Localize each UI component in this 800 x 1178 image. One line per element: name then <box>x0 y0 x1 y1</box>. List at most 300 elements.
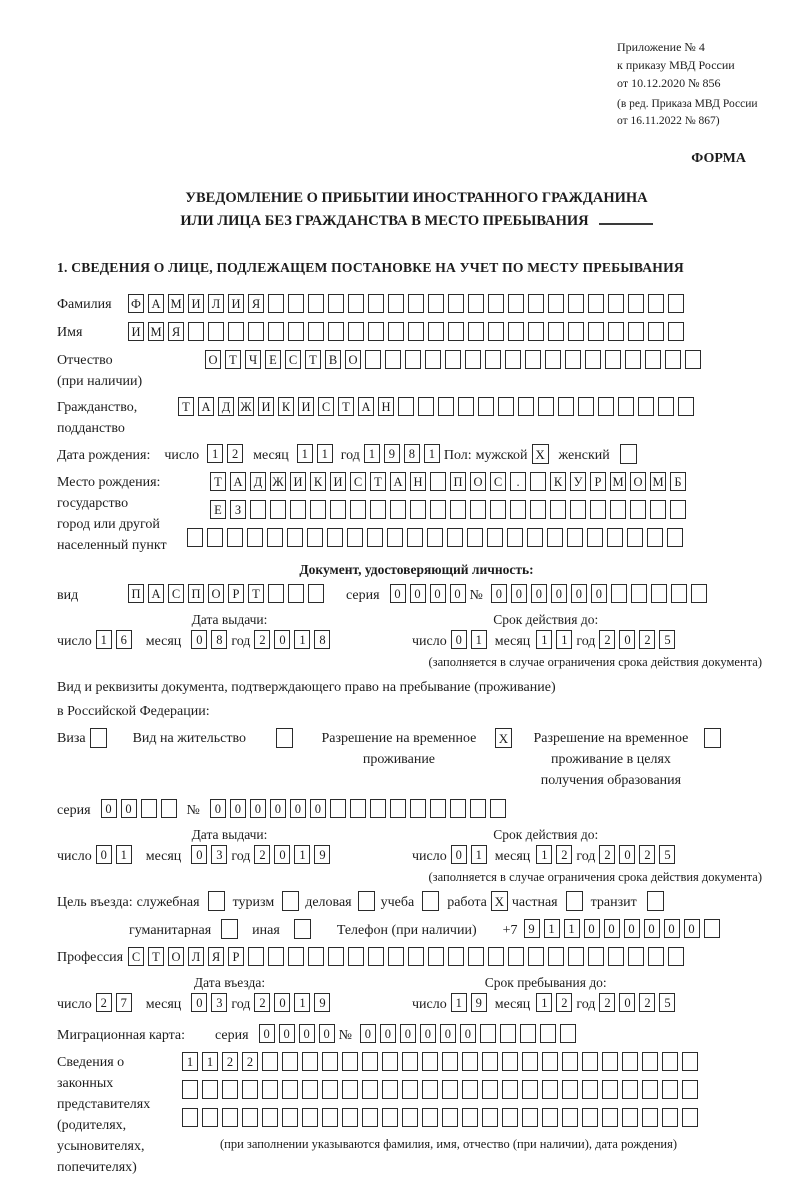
char-cell[interactable]: В <box>325 350 341 369</box>
char-cell[interactable] <box>538 397 554 416</box>
char-cell[interactable] <box>450 500 466 519</box>
char-cell[interactable] <box>182 1108 198 1127</box>
char-cell[interactable] <box>328 294 344 313</box>
char-cell[interactable]: 1 <box>364 444 380 463</box>
char-cell[interactable] <box>642 1108 658 1127</box>
char-cell[interactable] <box>622 1052 638 1071</box>
char-cell[interactable]: 0 <box>191 845 207 864</box>
char-cell[interactable] <box>282 1108 298 1127</box>
char-cell[interactable] <box>347 528 363 547</box>
char-cell[interactable]: С <box>318 397 334 416</box>
char-cell[interactable]: 0 <box>584 919 600 938</box>
residence-expiry-month[interactable] <box>536 845 576 868</box>
char-cell[interactable]: 1 <box>471 630 487 649</box>
char-cell[interactable]: 0 <box>491 584 507 603</box>
char-cell[interactable] <box>288 322 304 341</box>
char-cell[interactable] <box>348 322 364 341</box>
char-cell[interactable]: Д <box>250 472 266 491</box>
char-cell[interactable]: И <box>188 294 204 313</box>
char-cell[interactable] <box>665 350 681 369</box>
char-cell[interactable]: 0 <box>380 1024 396 1043</box>
char-cell[interactable] <box>518 397 534 416</box>
char-cell[interactable] <box>342 1108 358 1127</box>
char-cell[interactable] <box>482 1108 498 1127</box>
char-cell[interactable] <box>342 1052 358 1071</box>
char-cell[interactable]: З <box>230 500 246 519</box>
doc-type-cells[interactable] <box>128 584 328 607</box>
char-cell[interactable]: 0 <box>96 845 112 864</box>
char-cell[interactable] <box>368 947 384 966</box>
char-cell[interactable] <box>348 294 364 313</box>
sex-male-checkbox[interactable]: X <box>532 444 549 464</box>
char-cell[interactable] <box>368 322 384 341</box>
char-cell[interactable] <box>704 919 720 938</box>
char-cell[interactable] <box>405 350 421 369</box>
char-cell[interactable] <box>462 1052 478 1071</box>
char-cell[interactable] <box>328 322 344 341</box>
char-cell[interactable] <box>480 1024 496 1043</box>
char-cell[interactable] <box>202 1080 218 1099</box>
residence-nomer-cells[interactable] <box>210 799 510 822</box>
char-cell[interactable]: 0 <box>451 845 467 864</box>
char-cell[interactable] <box>402 1108 418 1127</box>
char-cell[interactable]: 1 <box>294 630 310 649</box>
char-cell[interactable]: 0 <box>101 799 117 818</box>
char-cell[interactable]: Р <box>590 472 606 491</box>
char-cell[interactable] <box>187 528 203 547</box>
temp-residence-edu-checkbox[interactable] <box>704 728 721 748</box>
char-cell[interactable]: М <box>148 322 164 341</box>
char-cell[interactable]: 1 <box>182 1052 198 1071</box>
char-cell[interactable] <box>508 947 524 966</box>
char-cell[interactable] <box>268 294 284 313</box>
char-cell[interactable] <box>308 322 324 341</box>
char-cell[interactable]: 0 <box>274 993 290 1012</box>
char-cell[interactable]: 1 <box>297 444 313 463</box>
char-cell[interactable] <box>642 1052 658 1071</box>
char-cell[interactable]: Т <box>248 584 264 603</box>
char-cell[interactable]: 0 <box>230 799 246 818</box>
char-cell[interactable] <box>422 1052 438 1071</box>
char-cell[interactable]: 7 <box>116 993 132 1012</box>
identity-issue-day[interactable] <box>96 630 136 653</box>
char-cell[interactable] <box>262 1080 278 1099</box>
char-cell[interactable] <box>242 1080 258 1099</box>
char-cell[interactable] <box>662 1080 678 1099</box>
char-cell[interactable] <box>588 322 604 341</box>
char-cell[interactable]: Т <box>305 350 321 369</box>
char-cell[interactable] <box>502 1080 518 1099</box>
char-cell[interactable] <box>227 528 243 547</box>
char-cell[interactable] <box>248 322 264 341</box>
char-cell[interactable] <box>428 322 444 341</box>
char-cell[interactable]: Я <box>208 947 224 966</box>
char-cell[interactable] <box>482 1052 498 1071</box>
char-cell[interactable]: 0 <box>460 1024 476 1043</box>
char-cell[interactable] <box>425 350 441 369</box>
char-cell[interactable] <box>625 350 641 369</box>
char-cell[interactable] <box>565 350 581 369</box>
char-cell[interactable] <box>188 322 204 341</box>
char-cell[interactable] <box>545 350 561 369</box>
char-cell[interactable] <box>442 1108 458 1127</box>
char-cell[interactable] <box>568 322 584 341</box>
char-cell[interactable] <box>645 350 661 369</box>
char-cell[interactable]: 0 <box>531 584 547 603</box>
char-cell[interactable] <box>607 528 623 547</box>
char-cell[interactable]: 2 <box>599 845 615 864</box>
char-cell[interactable] <box>330 500 346 519</box>
char-cell[interactable] <box>488 294 504 313</box>
residence-expiry-day[interactable] <box>451 845 491 868</box>
char-cell[interactable] <box>648 294 664 313</box>
migration-nomer-cells[interactable] <box>360 1024 580 1047</box>
char-cell[interactable]: Т <box>148 947 164 966</box>
char-cell[interactable]: 0 <box>279 1024 295 1043</box>
char-cell[interactable] <box>350 799 366 818</box>
char-cell[interactable] <box>522 1080 538 1099</box>
char-cell[interactable] <box>267 528 283 547</box>
char-cell[interactable]: Р <box>228 947 244 966</box>
char-cell[interactable] <box>590 500 606 519</box>
char-cell[interactable] <box>470 500 486 519</box>
char-cell[interactable]: 0 <box>451 630 467 649</box>
char-cell[interactable]: 8 <box>314 630 330 649</box>
char-cell[interactable] <box>430 500 446 519</box>
char-cell[interactable] <box>682 1080 698 1099</box>
char-cell[interactable] <box>548 322 564 341</box>
purpose-turizm-checkbox[interactable] <box>282 891 299 911</box>
char-cell[interactable]: Т <box>210 472 226 491</box>
char-cell[interactable] <box>582 1052 598 1071</box>
char-cell[interactable] <box>182 1080 198 1099</box>
char-cell[interactable] <box>488 322 504 341</box>
char-cell[interactable]: 0 <box>360 1024 376 1043</box>
identity-expiry-year[interactable] <box>599 630 679 653</box>
birth-day-cells[interactable] <box>207 444 247 467</box>
char-cell[interactable]: 0 <box>624 919 640 938</box>
representatives-row-3[interactable] <box>182 1108 702 1131</box>
char-cell[interactable]: 0 <box>511 584 527 603</box>
char-cell[interactable] <box>161 799 177 818</box>
char-cell[interactable] <box>427 528 443 547</box>
char-cell[interactable]: 1 <box>451 993 467 1012</box>
char-cell[interactable] <box>568 294 584 313</box>
char-cell[interactable]: 2 <box>639 630 655 649</box>
entry-day[interactable] <box>96 993 136 1016</box>
char-cell[interactable] <box>662 1108 678 1127</box>
char-cell[interactable] <box>268 947 284 966</box>
char-cell[interactable] <box>410 799 426 818</box>
char-cell[interactable]: Б <box>670 472 686 491</box>
char-cell[interactable] <box>691 584 707 603</box>
char-cell[interactable]: 1 <box>96 630 112 649</box>
citizenship-cells[interactable] <box>178 397 698 420</box>
char-cell[interactable] <box>408 322 424 341</box>
char-cell[interactable] <box>650 500 666 519</box>
char-cell[interactable] <box>488 947 504 966</box>
char-cell[interactable] <box>348 947 364 966</box>
char-cell[interactable] <box>487 528 503 547</box>
char-cell[interactable]: 9 <box>471 993 487 1012</box>
char-cell[interactable] <box>445 350 461 369</box>
char-cell[interactable] <box>362 1052 378 1071</box>
char-cell[interactable] <box>508 294 524 313</box>
char-cell[interactable]: 2 <box>222 1052 238 1071</box>
char-cell[interactable]: 0 <box>274 845 290 864</box>
doc-nomer-cells[interactable] <box>491 584 711 607</box>
char-cell[interactable]: 8 <box>404 444 420 463</box>
char-cell[interactable] <box>470 799 486 818</box>
char-cell[interactable]: С <box>168 584 184 603</box>
representatives-row-2[interactable] <box>182 1080 702 1103</box>
char-cell[interactable]: О <box>208 584 224 603</box>
char-cell[interactable] <box>540 1024 556 1043</box>
char-cell[interactable]: О <box>630 472 646 491</box>
char-cell[interactable] <box>368 294 384 313</box>
char-cell[interactable] <box>322 1080 338 1099</box>
char-cell[interactable]: 1 <box>536 845 552 864</box>
char-cell[interactable] <box>468 322 484 341</box>
char-cell[interactable] <box>585 350 601 369</box>
char-cell[interactable] <box>510 500 526 519</box>
char-cell[interactable]: 0 <box>420 1024 436 1043</box>
char-cell[interactable] <box>527 528 543 547</box>
char-cell[interactable]: И <box>290 472 306 491</box>
char-cell[interactable]: 0 <box>551 584 567 603</box>
purpose-sluzhebnaya-checkbox[interactable] <box>208 891 225 911</box>
char-cell[interactable] <box>388 294 404 313</box>
char-cell[interactable] <box>588 947 604 966</box>
char-cell[interactable]: К <box>550 472 566 491</box>
char-cell[interactable]: 1 <box>471 845 487 864</box>
char-cell[interactable]: 2 <box>639 845 655 864</box>
char-cell[interactable] <box>362 1108 378 1127</box>
char-cell[interactable] <box>611 584 627 603</box>
char-cell[interactable]: 3 <box>211 845 227 864</box>
char-cell[interactable]: 3 <box>211 993 227 1012</box>
char-cell[interactable] <box>382 1080 398 1099</box>
char-cell[interactable] <box>442 1052 458 1071</box>
char-cell[interactable] <box>430 799 446 818</box>
char-cell[interactable] <box>678 397 694 416</box>
char-cell[interactable] <box>442 1080 458 1099</box>
char-cell[interactable]: У <box>570 472 586 491</box>
char-cell[interactable] <box>648 322 664 341</box>
char-cell[interactable] <box>288 947 304 966</box>
char-cell[interactable]: Н <box>410 472 426 491</box>
char-cell[interactable]: 0 <box>571 584 587 603</box>
char-cell[interactable] <box>422 1108 438 1127</box>
char-cell[interactable]: Л <box>208 294 224 313</box>
char-cell[interactable] <box>350 500 366 519</box>
char-cell[interactable] <box>468 947 484 966</box>
purpose-ucheba-checkbox[interactable] <box>422 891 439 911</box>
char-cell[interactable]: О <box>345 350 361 369</box>
char-cell[interactable]: Л <box>188 947 204 966</box>
char-cell[interactable]: 0 <box>430 584 446 603</box>
char-cell[interactable] <box>362 1080 378 1099</box>
char-cell[interactable]: 1 <box>317 444 333 463</box>
char-cell[interactable]: 0 <box>259 1024 275 1043</box>
char-cell[interactable]: О <box>168 947 184 966</box>
char-cell[interactable]: Ж <box>270 472 286 491</box>
char-cell[interactable] <box>385 350 401 369</box>
char-cell[interactable] <box>628 947 644 966</box>
char-cell[interactable] <box>228 322 244 341</box>
char-cell[interactable]: 0 <box>250 799 266 818</box>
sex-female-checkbox[interactable] <box>620 444 637 464</box>
char-cell[interactable] <box>671 584 687 603</box>
char-cell[interactable]: 5 <box>659 845 675 864</box>
char-cell[interactable] <box>648 947 664 966</box>
stay-day[interactable] <box>451 993 491 1016</box>
char-cell[interactable] <box>307 528 323 547</box>
char-cell[interactable] <box>308 584 324 603</box>
char-cell[interactable] <box>458 397 474 416</box>
char-cell[interactable] <box>467 528 483 547</box>
profession-cells[interactable] <box>128 947 688 970</box>
char-cell[interactable] <box>490 799 506 818</box>
char-cell[interactable] <box>302 1108 318 1127</box>
char-cell[interactable] <box>528 947 544 966</box>
char-cell[interactable] <box>508 322 524 341</box>
residence-expiry-year[interactable] <box>599 845 679 868</box>
char-cell[interactable] <box>682 1108 698 1127</box>
char-cell[interactable] <box>668 322 684 341</box>
char-cell[interactable] <box>528 294 544 313</box>
char-cell[interactable]: 0 <box>191 630 207 649</box>
char-cell[interactable] <box>428 294 444 313</box>
char-cell[interactable]: 9 <box>384 444 400 463</box>
char-cell[interactable] <box>542 1052 558 1071</box>
residence-issue-month[interactable] <box>191 845 231 868</box>
stay-month[interactable] <box>536 993 576 1016</box>
char-cell[interactable]: 0 <box>450 584 466 603</box>
char-cell[interactable] <box>327 528 343 547</box>
char-cell[interactable]: 1 <box>207 444 223 463</box>
char-cell[interactable] <box>618 397 634 416</box>
char-cell[interactable]: 0 <box>299 1024 315 1043</box>
char-cell[interactable] <box>548 947 564 966</box>
char-cell[interactable] <box>270 500 286 519</box>
identity-issue-year[interactable] <box>254 630 334 653</box>
residence-issue-day[interactable] <box>96 845 136 868</box>
char-cell[interactable] <box>408 947 424 966</box>
char-cell[interactable] <box>622 1080 638 1099</box>
residence-seriya-cells[interactable] <box>101 799 181 822</box>
char-cell[interactable] <box>500 1024 516 1043</box>
char-cell[interactable] <box>268 584 284 603</box>
char-cell[interactable] <box>528 322 544 341</box>
char-cell[interactable]: 0 <box>644 919 660 938</box>
char-cell[interactable] <box>308 294 324 313</box>
char-cell[interactable]: 0 <box>410 584 426 603</box>
surname-cells[interactable] <box>128 294 688 317</box>
char-cell[interactable]: Е <box>210 500 226 519</box>
migration-seriya-cells[interactable] <box>259 1024 339 1047</box>
char-cell[interactable] <box>602 1080 618 1099</box>
char-cell[interactable] <box>448 947 464 966</box>
char-cell[interactable]: О <box>205 350 221 369</box>
char-cell[interactable] <box>502 1108 518 1127</box>
char-cell[interactable] <box>447 528 463 547</box>
char-cell[interactable] <box>388 322 404 341</box>
char-cell[interactable] <box>382 1052 398 1071</box>
char-cell[interactable] <box>570 500 586 519</box>
char-cell[interactable] <box>587 528 603 547</box>
char-cell[interactable] <box>262 1052 278 1071</box>
char-cell[interactable] <box>520 1024 536 1043</box>
char-cell[interactable]: С <box>350 472 366 491</box>
char-cell[interactable]: 2 <box>227 444 243 463</box>
char-cell[interactable] <box>550 500 566 519</box>
char-cell[interactable]: 2 <box>556 993 572 1012</box>
char-cell[interactable] <box>567 528 583 547</box>
char-cell[interactable] <box>530 500 546 519</box>
char-cell[interactable] <box>658 397 674 416</box>
char-cell[interactable] <box>302 1052 318 1071</box>
char-cell[interactable]: 2 <box>556 845 572 864</box>
char-cell[interactable] <box>382 1108 398 1127</box>
char-cell[interactable] <box>302 1080 318 1099</box>
char-cell[interactable] <box>387 528 403 547</box>
char-cell[interactable]: 2 <box>242 1052 258 1071</box>
char-cell[interactable] <box>287 528 303 547</box>
char-cell[interactable] <box>408 294 424 313</box>
char-cell[interactable]: М <box>168 294 184 313</box>
char-cell[interactable] <box>507 528 523 547</box>
birthplace-row-3[interactable] <box>187 528 690 551</box>
char-cell[interactable] <box>407 528 423 547</box>
char-cell[interactable] <box>208 322 224 341</box>
char-cell[interactable] <box>582 1080 598 1099</box>
char-cell[interactable]: 2 <box>254 993 270 1012</box>
char-cell[interactable] <box>428 947 444 966</box>
char-cell[interactable] <box>250 500 266 519</box>
char-cell[interactable] <box>310 500 326 519</box>
char-cell[interactable]: 2 <box>254 630 270 649</box>
char-cell[interactable] <box>402 1052 418 1071</box>
char-cell[interactable]: 9 <box>314 845 330 864</box>
char-cell[interactable]: 6 <box>116 630 132 649</box>
char-cell[interactable]: П <box>128 584 144 603</box>
char-cell[interactable]: 2 <box>639 993 655 1012</box>
char-cell[interactable]: М <box>650 472 666 491</box>
char-cell[interactable]: 0 <box>121 799 137 818</box>
char-cell[interactable] <box>631 584 647 603</box>
char-cell[interactable]: 0 <box>440 1024 456 1043</box>
identity-issue-month[interactable] <box>191 630 231 653</box>
char-cell[interactable]: 5 <box>659 993 675 1012</box>
char-cell[interactable] <box>542 1108 558 1127</box>
char-cell[interactable] <box>682 1052 698 1071</box>
char-cell[interactable]: П <box>188 584 204 603</box>
char-cell[interactable]: И <box>228 294 244 313</box>
char-cell[interactable] <box>430 472 446 491</box>
char-cell[interactable]: Я <box>168 322 184 341</box>
char-cell[interactable]: Р <box>228 584 244 603</box>
char-cell[interactable] <box>598 397 614 416</box>
char-cell[interactable]: И <box>128 322 144 341</box>
char-cell[interactable]: 0 <box>619 993 635 1012</box>
char-cell[interactable]: 0 <box>619 845 635 864</box>
char-cell[interactable]: О <box>470 472 486 491</box>
char-cell[interactable]: 0 <box>684 919 700 938</box>
char-cell[interactable] <box>651 584 667 603</box>
char-cell[interactable]: К <box>278 397 294 416</box>
char-cell[interactable]: Т <box>225 350 241 369</box>
